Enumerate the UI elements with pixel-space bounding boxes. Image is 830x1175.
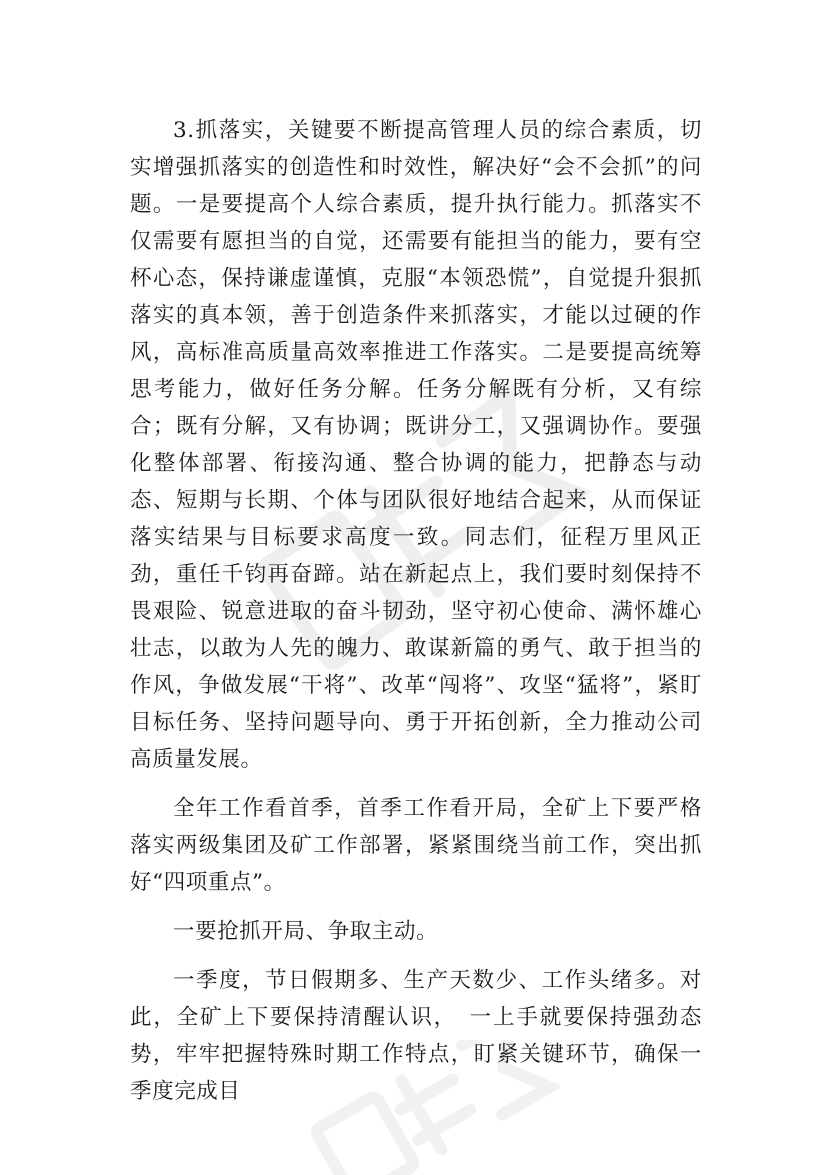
document-body xyxy=(130,112,702,1110)
paragraph: 一季度，节日假期多、生产天数少、工作头绪多。对此，全矿上下要保持清醒认识， 一上手就要保持强劲态势，牢牢把握特殊时期工作特点，盯紧关键环节，确保一季度完成目 xyxy=(130,968,702,1104)
paragraph: 一要抢抓开局、争取主动。 xyxy=(173,919,439,944)
paragraph: 3.抓落实，关键要不断提高管理人员的综合素质，切实增强抓落实的创造性和时效性，解决好“会不会抓”的问题。一是要提高个人综合素质，提升执行能力。抓落实不仅需要有愿担当的自觉，还需要有能担当的能力，要有空杯心态，保持谦虚谨慎，克服“本领恐慌”，自觉提升狠抓落实的真本领，善于创造条件来抓落实，才能以过硬的作风，高标准高质量高效率推进工作落实。二是要提高统筹思考能力，做好任务分解。任务分解既有分析，又有综合；既有分解，又有协调；既讲分工，又强调协作。要强化整体部署、衔接沟通、整合协调的能力，把静态与动态、短期与长期、个体与团队很好地结合起来，从而保证落实结果与目标要求高度一致。同志们，征程万里风正劲，重任千钧再奋蹄。站在新起点上，我们要时刻保持不畏艰险、锐意进取的奋斗韧劲，坚守初心使命、满怀雄心壮志，以敢为人先的魄力、敢谋新篇的勇气、敢于担当的作风，争做发展“干将”、改革“闯将”、攻坚“猛将”，紧盯目标任务、坚持问题导向、勇于开拓创新，全力推动公司高质量发展。 xyxy=(130,118,702,772)
paragraph: 全年工作看首季，首季工作看开局，全矿上下要严格落实两级集团及矿工作部署，紧紧围绕当前工作，突出抓好“四项重点”。 xyxy=(130,796,702,895)
